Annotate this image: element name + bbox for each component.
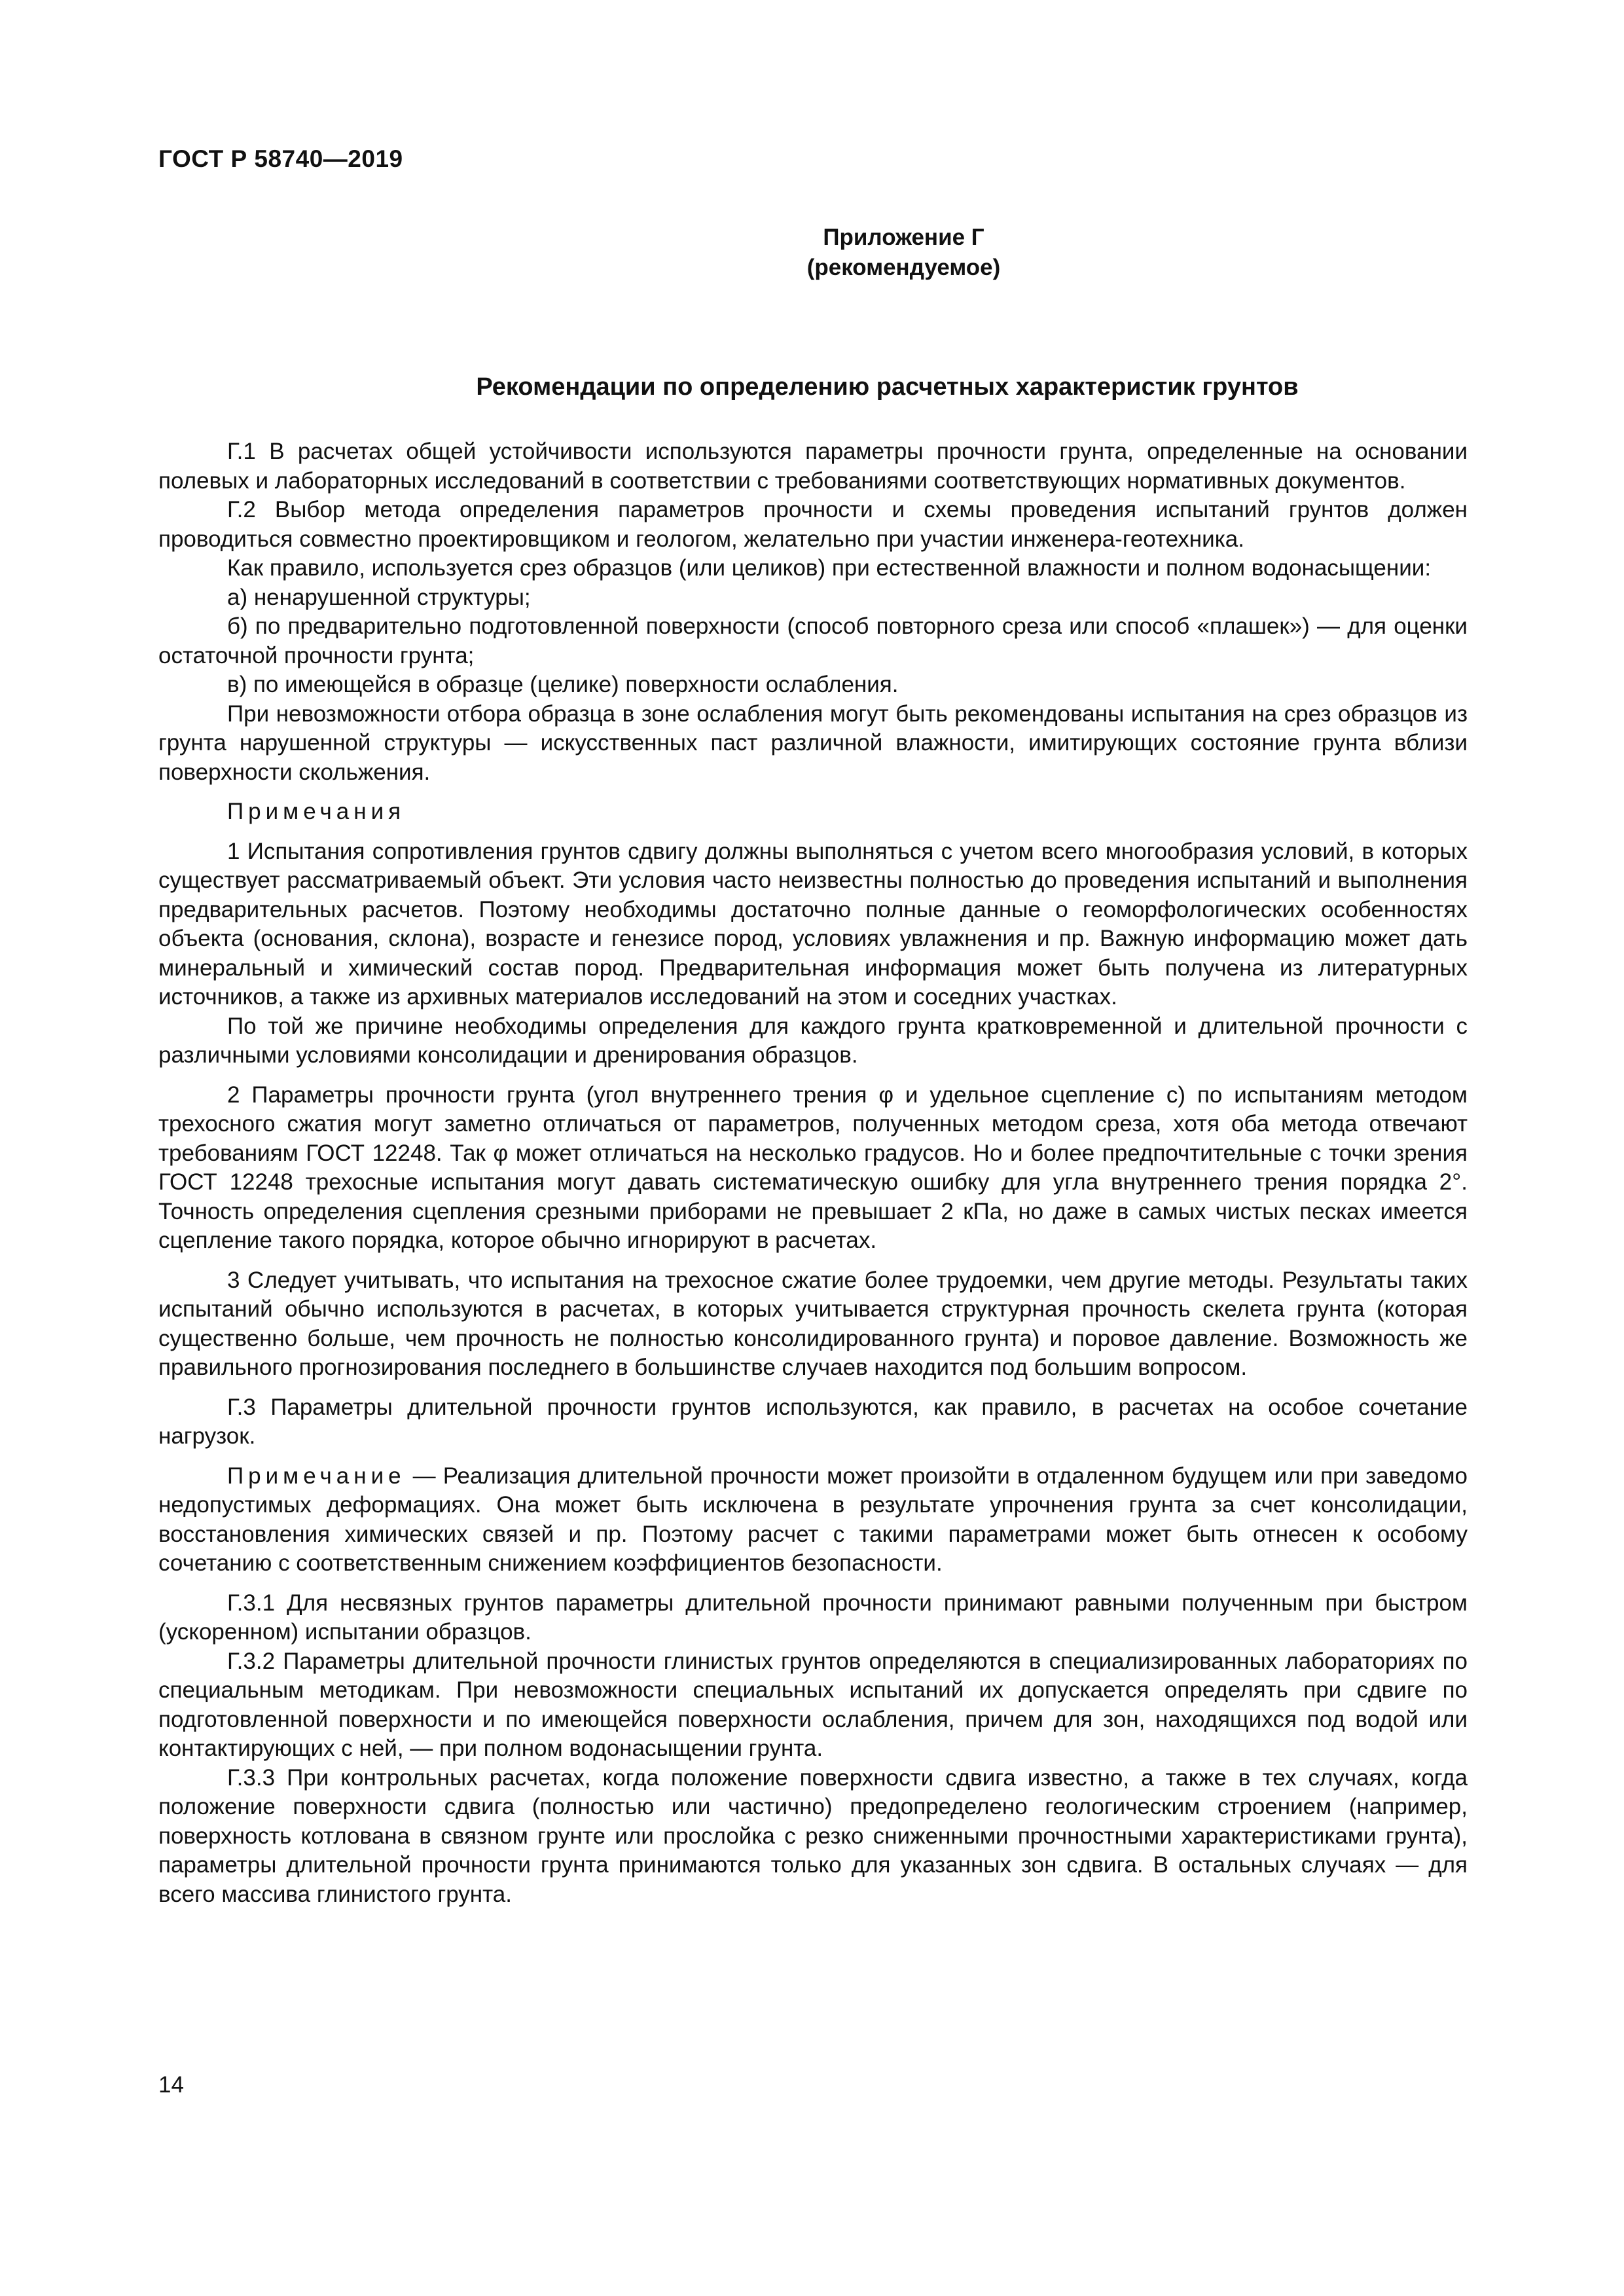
appendix-title: Приложение Г bbox=[823, 225, 984, 250]
page-number: 14 bbox=[158, 2072, 184, 2098]
paragraph: Г.1 В расчетах общей устойчивости используются параметры прочности грунта, определенные на основании полевых и лабораторных исследований в соответствии с требованиями соответствующих нормативных документов. bbox=[158, 439, 1468, 494]
list-item: б) по предварительно подготовленной поверхности (способ повторного среза или способ «плашек») — для оценки остаточной прочности грунта; bbox=[158, 613, 1468, 668]
note-item: 3 Следует учитывать, что испытания на трехосное сжатие более трудоемки, чем другие методы. Результаты таких испытаний обычно используются в расчетах, в которых учитывается структурная прочность скелета грунта (которая существенно больше, чем прочность не полностью консолидированного грунта) и поровое давление. Возможность же правильного прогнозирования последнего в большинстве случаев находится под большим вопросом. bbox=[158, 1267, 1468, 1380]
appendix-status: (рекомендуемое) bbox=[806, 255, 1001, 280]
paragraph: Г.3.2 Параметры длительной прочности глинистых грунтов определяются в специализированных лабораториях по специальным методикам. При невозможности специальных испытаний их допускается определять при сдвиге по подготовленной поверхности и по имеющейся поверхности ослабления, причем для зон, находящихся под водой или контактирующих с ней, — при полном водонасыщении грунта. bbox=[158, 1648, 1468, 1761]
paragraph: Г.3.1 Для несвязных грунтов параметры длительной прочности принимают равными полученным при быстром (ускоренном) испытании образцов. bbox=[158, 1590, 1468, 1645]
paragraph: Г.3 Параметры длительной прочности грунтов используются, как правило, в расчетах на особое сочетание нагрузок. bbox=[158, 1394, 1468, 1449]
section-title-text: Рекомендации по определению расчетных характеристик грунтов bbox=[476, 373, 1299, 401]
section-title bbox=[0, 373, 1624, 401]
document-body bbox=[158, 437, 1468, 1909]
note-item: По той же причине необходимы определения для каждого грунта кратковременной и длительной прочности с различными условиями консолидации и дренирования образцов. bbox=[158, 1013, 1468, 1068]
note-item: 1 Испытания сопротивления грунтов сдвигу должны выполняться с учетом всего многообразия условий, в которых существует рассматриваемый объект. Эти условия часто неизвестны полностью до проведения испытаний и выполнения предварительных расчетов. Поэтому необходимы достаточно полные данные о геоморфологических особенностях объекта (основания, склона), возрасте и генезисе пород, условиях увлажнения и пр. Важную информацию может дать минеральный и химический состав пород. Предварительная информация может быть получена из литературных источников, а также из архивных материалов исследований на этом и соседних участках. bbox=[158, 838, 1468, 1010]
paragraph: Как правило, используется срез образцов (или целиков) при естественной влажности и полном водонасыщении: bbox=[227, 555, 1432, 581]
note-label: Примечание bbox=[227, 1463, 406, 1489]
list-item: а) ненарушенной структуры; bbox=[227, 584, 531, 610]
list-item: в) по имеющейся в образце (целике) поверхности ослабления. bbox=[227, 672, 899, 697]
paragraph: При невозможности отбора образца в зоне ослабления могут быть рекомендованы испытания на срез образцов из грунта нарушенной структуры — искусственных паст различной влажности, имитирующих состояние грунта вблизи поверхности скольжения. bbox=[158, 701, 1468, 785]
note-text: — Реализация длительной прочности может произойти в отдаленном будущем или при заведомо недопустимых деформациях. Она может быть исключена в результате упрочнения грунта за счет консолидации, восстановления химических связей и пр. Поэтому расчет с такими параметрами может быть отнесен к особому сочетанию с соответственным снижением коэффициентов безопасности. bbox=[158, 1463, 1468, 1576]
note-paragraph bbox=[158, 1462, 1468, 1578]
appendix-heading bbox=[0, 223, 1624, 283]
note-item: 2 Параметры прочности грунта (угол внутреннего трения φ и удельное сцепление с) по испытаниям методом трехосного сжатия могут заметно отличаться от параметров, полученных методом среза, хотя оба метода отвечают требованиям ГОСТ 12248. Так φ может отличаться на несколько градусов. Но и более предпочтительные с точки зрения ГОСТ 12248 трехосные испытания могут давать систематическую ошибку для угла внутреннего трения порядка 2°. Точность определения сцепления срезными приборами не превышает 2 кПа, но даже в самых чистых песках имеется сцепление такого порядка, которое обычно игнорируют в расчетах. bbox=[158, 1082, 1468, 1253]
paragraph: Г.3.3 При контрольных расчетах, когда положение поверхности сдвига известно, а также в тех случаях, когда положение поверхности сдвига (полностью или частично) предопределено геологическим строением (например, поверхность котлована в связном грунте или прослойка с резко сниженными прочностными характеристиками грунта), параметры длительной прочности грунта принимаются только для указанных зон сдвига. В остальных случаях — для всего массива глинистого грунта. bbox=[158, 1764, 1468, 1907]
notes-heading: Примечания bbox=[227, 799, 406, 824]
paragraph: Г.2 Выбор метода определения параметров прочности и схемы проведения испытаний грунтов должен проводиться совместно проектировщиком и геологом, желательно при участии инженера-геотехника. bbox=[158, 497, 1468, 552]
document-code: ГОСТ Р 58740—2019 bbox=[158, 145, 403, 172]
